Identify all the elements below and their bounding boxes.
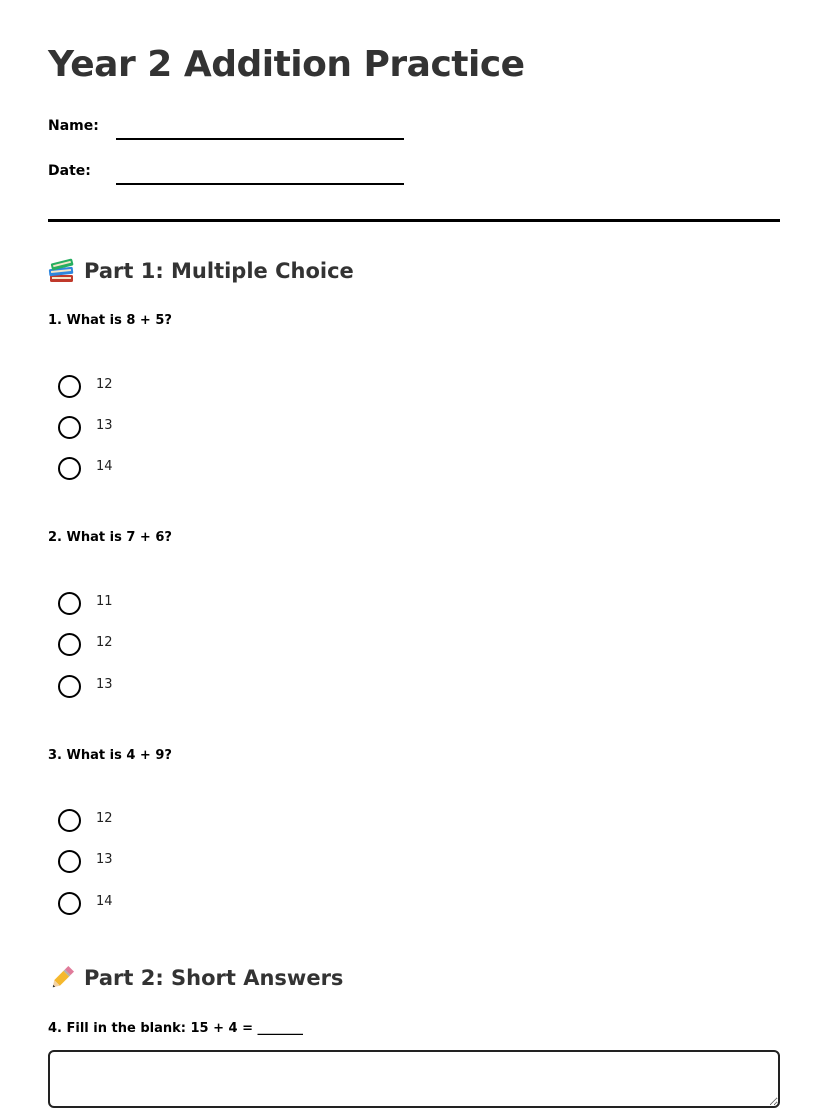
- name-label: Name:: [48, 118, 99, 134]
- question-3: 3. What is 4 + 9?: [48, 748, 172, 763]
- q1-option-2[interactable]: [58, 416, 178, 440]
- radio-button[interactable]: [58, 892, 81, 915]
- q3-option-3[interactable]: [58, 892, 178, 916]
- option-label: 14: [96, 459, 113, 474]
- option-label: 14: [96, 894, 113, 909]
- part1-heading-text: Part 1: Multiple Choice: [84, 259, 354, 283]
- q1-option-1[interactable]: [58, 375, 178, 399]
- option-label: 12: [96, 377, 113, 392]
- q3-option-1[interactable]: [58, 809, 178, 833]
- option-label: 13: [96, 852, 113, 867]
- q2-option-3[interactable]: [58, 675, 178, 699]
- date-write-line[interactable]: [116, 183, 404, 185]
- radio-button[interactable]: [58, 375, 81, 398]
- books-icon: [48, 258, 76, 284]
- date-field: [48, 163, 408, 193]
- header-divider: [48, 219, 780, 222]
- q2-option-2[interactable]: [58, 633, 178, 657]
- q2-option-1[interactable]: [58, 592, 178, 616]
- radio-button[interactable]: [58, 457, 81, 480]
- option-label: 11: [96, 594, 113, 609]
- answer-input[interactable]: [48, 1050, 780, 1108]
- radio-button[interactable]: [58, 592, 81, 615]
- radio-button[interactable]: [58, 675, 81, 698]
- radio-button[interactable]: [58, 850, 81, 873]
- radio-button[interactable]: [58, 809, 81, 832]
- radio-button[interactable]: [58, 416, 81, 439]
- question-2: 2. What is 7 + 6?: [48, 530, 172, 545]
- option-label: 13: [96, 677, 113, 692]
- question-1: 1. What is 8 + 5?: [48, 313, 172, 328]
- date-label: Date:: [48, 163, 91, 179]
- part2-heading: [48, 965, 343, 991]
- question-4: 4. Fill in the blank: 15 + 4 = _______: [48, 1021, 304, 1036]
- name-write-line[interactable]: [116, 138, 404, 140]
- option-label: 12: [96, 635, 113, 650]
- radio-button[interactable]: [58, 633, 81, 656]
- q1-option-3[interactable]: [58, 457, 178, 481]
- q3-option-2[interactable]: [58, 850, 178, 874]
- pencil-icon: [48, 965, 76, 991]
- page-title: Year 2 Addition Practice: [48, 44, 525, 85]
- option-label: 12: [96, 811, 113, 826]
- part1-heading: [48, 258, 354, 284]
- name-field: [48, 118, 408, 148]
- option-label: 13: [96, 418, 113, 433]
- part2-heading-text: Part 2: Short Answers: [84, 966, 344, 990]
